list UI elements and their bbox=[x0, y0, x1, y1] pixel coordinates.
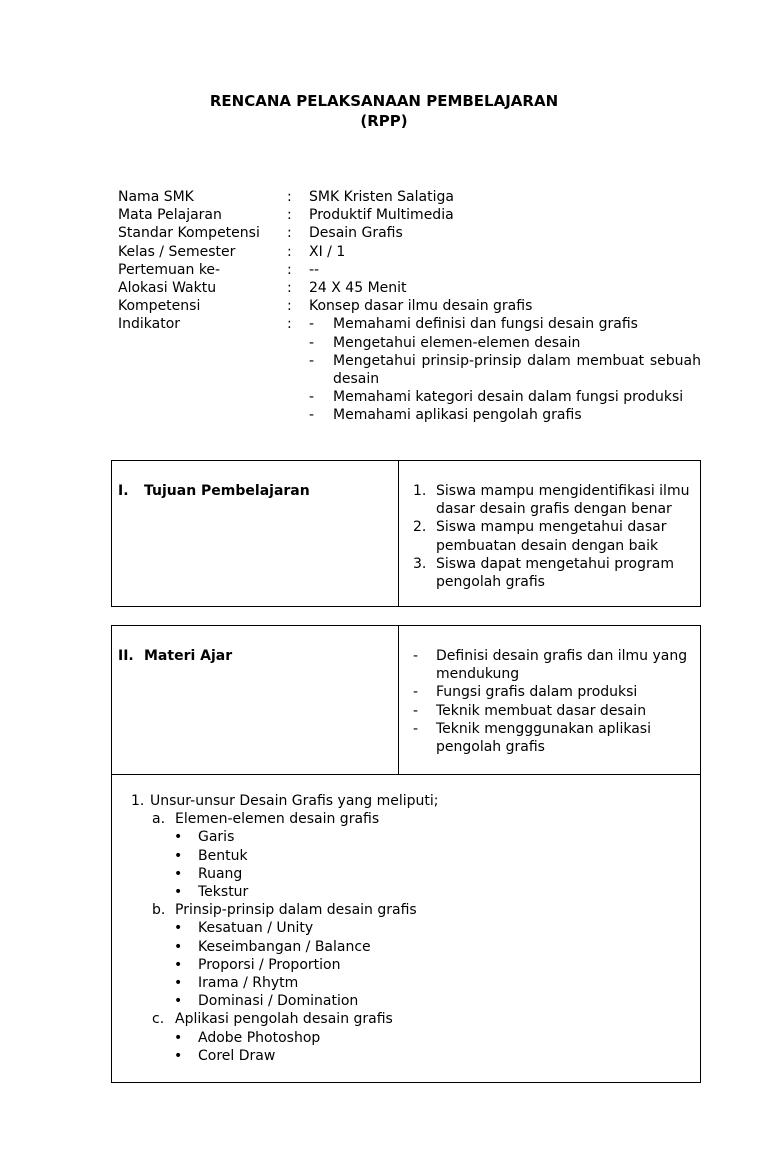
document-title: RENCANA PELAKSANAAN PEMBELAJARAN bbox=[209, 92, 559, 110]
dash-marker: - bbox=[413, 684, 419, 701]
meta-label: Indikator bbox=[118, 316, 181, 333]
materi-title-cell bbox=[112, 626, 399, 774]
materi-header-row bbox=[112, 626, 700, 775]
indikator-text: Mengetahui prinsip-prinsip dalam membuat sebuah bbox=[333, 352, 701, 369]
dash-marker: - bbox=[413, 720, 419, 737]
item-text: Siswa mampu mengetahui dasar pembuatan desain dengan baik bbox=[436, 519, 667, 554]
meta-label: Kompetensi bbox=[118, 298, 201, 315]
dash-marker: - bbox=[413, 648, 419, 664]
item-number: 3. bbox=[413, 555, 427, 572]
group-letter: a. bbox=[152, 811, 166, 828]
dash-marker: - bbox=[309, 389, 315, 406]
indikator-item bbox=[309, 334, 701, 352]
item-number: 1. bbox=[413, 483, 427, 499]
bullet-marker: • bbox=[174, 884, 183, 900]
dash-marker: - bbox=[309, 334, 315, 351]
bullet-text: Adobe Photoshop bbox=[198, 1029, 321, 1046]
meta-label: Kelas / Semester bbox=[118, 243, 236, 260]
detail-bullet-item bbox=[174, 865, 243, 883]
materi-item bbox=[413, 702, 693, 720]
detail-bullet-item bbox=[174, 919, 314, 937]
tujuan-item bbox=[413, 482, 693, 518]
tujuan-item bbox=[413, 518, 693, 554]
item-text: Siswa mampu mengidentifikasi ilmu dasar desain grafis dengan benar bbox=[436, 483, 690, 518]
meta-colon: : bbox=[287, 225, 292, 242]
bullet-text: Kesatuan / Unity bbox=[198, 920, 314, 937]
detail-bullet-item bbox=[174, 1047, 276, 1065]
bullet-text: Keseimbangan / Balance bbox=[198, 938, 371, 955]
bullet-marker: • bbox=[174, 1029, 183, 1046]
meta-value: -- bbox=[309, 261, 320, 278]
meta-label: Nama SMK bbox=[118, 189, 194, 205]
dash-marker: - bbox=[309, 316, 315, 333]
bullet-text: Irama / Rhytm bbox=[198, 975, 299, 991]
meta-colon: : bbox=[287, 298, 292, 315]
materi-item bbox=[413, 647, 693, 683]
meta-colon: : bbox=[287, 207, 292, 224]
meta-value: Produktif Multimedia bbox=[309, 207, 454, 224]
detail-group-title bbox=[152, 901, 417, 919]
tujuan-title-cell bbox=[112, 461, 399, 606]
indikator-item bbox=[309, 388, 701, 406]
item-text: Fungsi grafis dalam produksi bbox=[436, 684, 638, 701]
meta-value: XI / 1 bbox=[309, 243, 346, 260]
item-text: Siswa dapat mengetahui program pengolah grafis bbox=[436, 555, 674, 591]
indikator-text: Memahami aplikasi pengolah grafis bbox=[333, 407, 582, 424]
document-subtitle: (RPP) bbox=[360, 112, 408, 130]
section-number: I. bbox=[118, 483, 129, 499]
bullet-text: Bentuk bbox=[198, 847, 248, 864]
indikator-item bbox=[309, 315, 701, 333]
bullet-marker: • bbox=[174, 956, 183, 973]
section-title bbox=[118, 482, 310, 500]
group-letter: b. bbox=[152, 902, 166, 919]
indikator-text: Memahami definisi dan fungsi desain grafis bbox=[333, 316, 638, 333]
item-text: Teknik mengggunakan aplikasi pengolah grafis bbox=[436, 720, 651, 756]
tujuan-item bbox=[413, 555, 693, 591]
meta-label: Standar Kompetensi bbox=[118, 225, 260, 242]
meta-value: Konsep dasar ilmu desain grafis bbox=[309, 298, 533, 315]
bullet-marker: • bbox=[174, 938, 183, 955]
bullet-marker: • bbox=[174, 920, 183, 937]
group-letter: c. bbox=[152, 1011, 165, 1028]
meta-value: Desain Grafis bbox=[309, 225, 403, 242]
detail-bullet-item bbox=[174, 938, 371, 956]
dash-marker: - bbox=[413, 702, 419, 719]
bullet-text: Garis bbox=[198, 829, 235, 846]
materi-item bbox=[413, 683, 693, 701]
dash-marker: - bbox=[309, 407, 315, 424]
item-number: 2. bbox=[413, 519, 427, 536]
detail-bullet-item bbox=[174, 883, 249, 901]
bullet-marker: • bbox=[174, 1047, 183, 1064]
bullet-marker: • bbox=[174, 975, 183, 991]
meta-colon: : bbox=[287, 189, 292, 205]
detail-bullet-item bbox=[174, 956, 341, 974]
heading-number: 1. bbox=[131, 793, 145, 809]
bullet-text: Tekstur bbox=[198, 884, 249, 900]
detail-bullet-item bbox=[174, 847, 248, 865]
materi-item bbox=[413, 720, 693, 756]
group-title-text: Elemen-elemen desain grafis bbox=[175, 811, 380, 828]
bullet-marker: • bbox=[174, 829, 183, 846]
materi-ajar-table bbox=[111, 625, 701, 1083]
bullet-text: Ruang bbox=[198, 865, 243, 882]
meta-colon: : bbox=[287, 316, 292, 333]
item-text: Teknik membuat dasar desain bbox=[436, 702, 647, 719]
indikator-text: Mengetahui elemen-elemen desain bbox=[333, 334, 581, 351]
meta-colon: : bbox=[287, 280, 292, 296]
meta-label: Mata Pelajaran bbox=[118, 207, 222, 224]
section-title bbox=[118, 647, 232, 665]
meta-label: Pertemuan ke- bbox=[118, 261, 221, 278]
meta-colon: : bbox=[287, 243, 292, 260]
meta-label: Alokasi Waktu bbox=[118, 280, 217, 296]
group-title-text: Prinsip-prinsip dalam desain grafis bbox=[175, 902, 417, 919]
section-title-text: Materi Ajar bbox=[144, 648, 233, 664]
detail-group-title bbox=[152, 1010, 393, 1028]
meta-value: SMK Kristen Salatiga bbox=[309, 189, 454, 205]
meta-colon: : bbox=[287, 261, 292, 278]
indikator-item bbox=[309, 352, 701, 388]
item-text: Definisi desain grafis dan ilmu yang mendukung bbox=[436, 648, 688, 683]
bullet-text: Proporsi / Proportion bbox=[198, 956, 341, 973]
indikator-text-continued: desain bbox=[333, 371, 380, 387]
detail-heading bbox=[131, 792, 439, 810]
bullet-marker: • bbox=[174, 993, 183, 1010]
tujuan-pembelajaran-table bbox=[111, 460, 701, 607]
bullet-text: Corel Draw bbox=[198, 1047, 276, 1064]
detail-bullet-item bbox=[174, 974, 299, 992]
detail-bullet-item bbox=[174, 1029, 321, 1047]
section-number: II. bbox=[118, 648, 134, 664]
indikator-text: Memahami kategori desain dalam fungsi produksi bbox=[333, 389, 684, 406]
bullet-text: Dominasi / Domination bbox=[198, 993, 359, 1010]
detail-bullet-item bbox=[174, 828, 235, 846]
tujuan-list bbox=[413, 482, 693, 591]
section-title-text: Tujuan Pembelajaran bbox=[144, 483, 310, 499]
meta-value: 24 X 45 Menit bbox=[309, 280, 407, 296]
bullet-marker: • bbox=[174, 865, 183, 882]
materi-list bbox=[413, 647, 693, 756]
indikator-item bbox=[309, 406, 701, 424]
materi-detail bbox=[112, 774, 700, 1082]
detail-bullet-item bbox=[174, 992, 359, 1010]
group-title-text: Aplikasi pengolah desain grafis bbox=[175, 1011, 393, 1028]
heading-text: Unsur-unsur Desain Grafis yang meliputi; bbox=[150, 793, 439, 809]
bullet-marker: • bbox=[174, 847, 183, 864]
detail-group-title bbox=[152, 810, 380, 828]
dash-marker: - bbox=[309, 352, 315, 369]
